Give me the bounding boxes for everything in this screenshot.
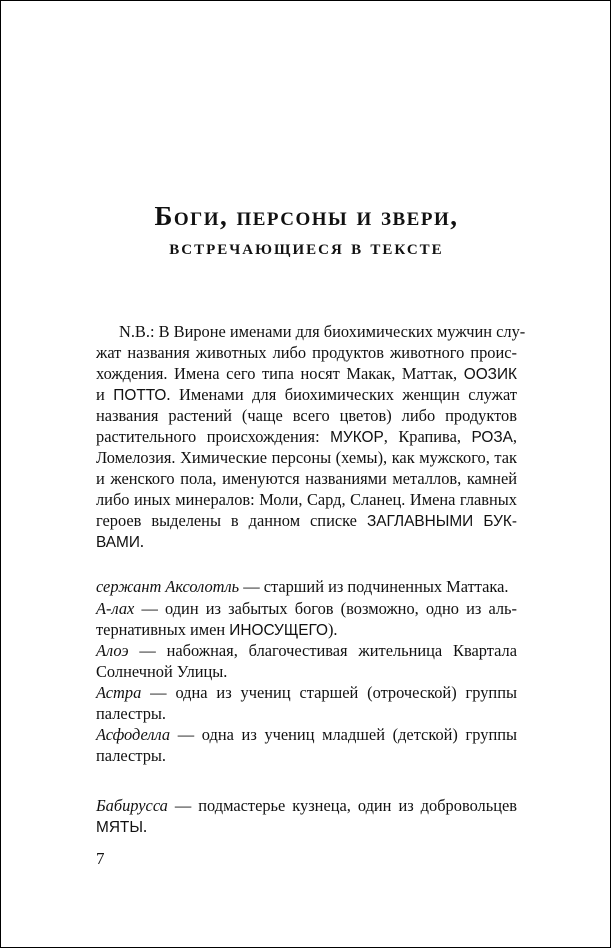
note-line: жат названия животных либо продуктов животного проис- xyxy=(96,343,517,362)
note-line: названия растений (чаще всего цветов) либо продуктов xyxy=(96,406,517,425)
section-title-line-2: встречающиеся в тексте xyxy=(169,235,444,259)
entry-babirussa-cont: МЯТЫ. xyxy=(96,817,148,836)
entry-aloe: Алоэ — набожная, благочестивая жительница Квартала xyxy=(96,641,517,660)
note-line: растительного происхождения: МУКОР, Крапива, РОЗА, xyxy=(96,427,518,446)
note-line: хождения. Имена сего типа носят Макак, Маттак, ООЗИК xyxy=(96,364,517,383)
entry-asfodella: Асфоделла — одна из учениц младшей (детской) группы xyxy=(96,725,517,744)
page-number: 7 xyxy=(96,849,105,868)
entry-astra: Астра — одна из учениц старшей (отроческой) группы xyxy=(96,683,517,702)
entry-a-lakh-cont: тернативных имен ИНОСУЩЕГО). xyxy=(96,620,338,639)
entry-name: А-лах xyxy=(96,599,135,618)
entry-name: сержант Аксолотль xyxy=(96,577,240,596)
entry-sergeant-aksolotl: сержант Аксолотль — старший из подчиненных Маттака. xyxy=(96,577,509,596)
entry-name: Астра xyxy=(96,683,142,702)
note-line: героев выделены в данном списке ЗАГЛАВНЫМИ БУК- xyxy=(96,511,517,530)
entry-babirussa: Бабирусса — подмастерье кузнеца, один из добровольцев xyxy=(96,796,517,815)
section-title-line-1: Боги, персоны и звери, xyxy=(154,201,459,231)
note-line: и женского пола, именуются названиями металлов, камней xyxy=(96,469,517,488)
entry-name: Алоэ xyxy=(96,641,129,660)
entry-astra-cont: палестры. xyxy=(96,704,166,723)
entry-a-lakh: А-лах — один из забытых богов (возможно, одно из аль- xyxy=(96,599,517,618)
entry-name: Асфоделла xyxy=(96,725,171,744)
note-line: ВАМИ. xyxy=(96,532,145,551)
entry-aloe-cont: Солнечной Улицы. xyxy=(96,662,228,681)
note-line: N.B.: В Вироне именами для биохимических мужчин слу- xyxy=(119,322,526,341)
entry-name: Бабирусса xyxy=(96,796,168,815)
entry-asfodella-cont: палестры. xyxy=(96,746,166,765)
note-line: Ломелозия. Химические персоны (хемы), как мужского, так xyxy=(96,448,517,467)
note-line: и ПОТТО. Именами для биохимических женщин служат xyxy=(96,385,517,404)
note-line: либо иных минералов: Моли, Сард, Сланец. Имена главных xyxy=(96,490,517,509)
